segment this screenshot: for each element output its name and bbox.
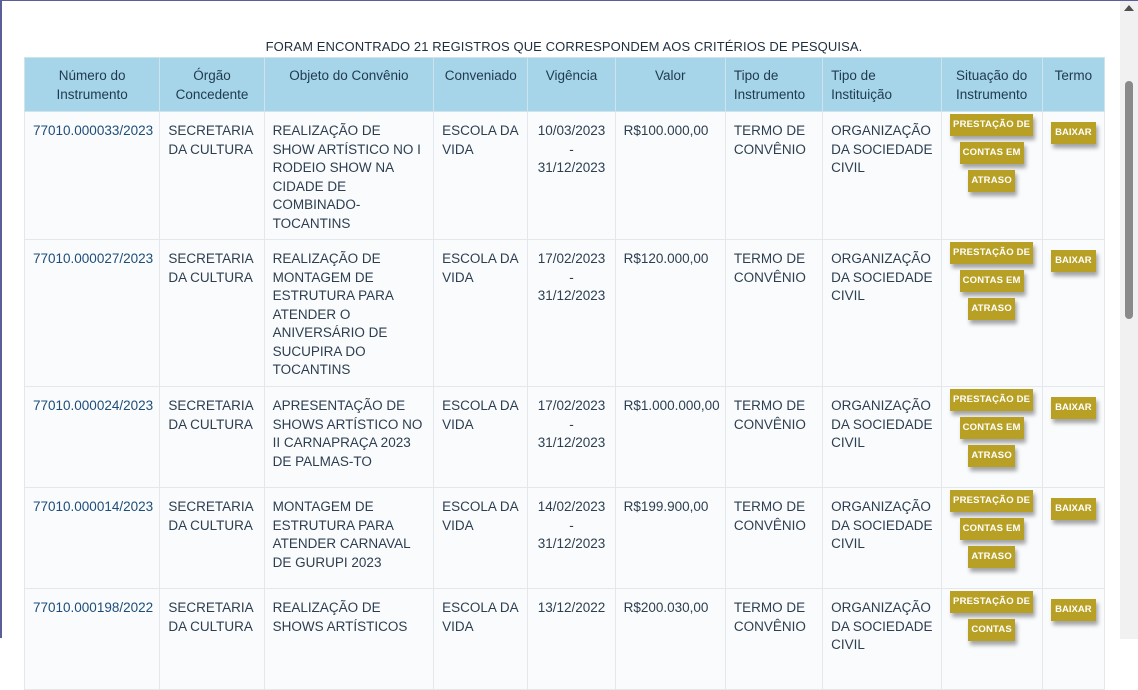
table-row: [25, 488, 1105, 589]
status-cell: [941, 589, 1042, 690]
vertical-scrollbar[interactable]: [1120, 1, 1138, 639]
term-cell: [1042, 240, 1104, 387]
institution-type: ORGANIZAÇÃO DA SOCIEDADE CIVIL: [823, 240, 941, 387]
validity-start: 17/02/2023: [537, 251, 606, 266]
validity: [528, 240, 615, 387]
agreement-object: REALIZAÇÃO DE SHOWS ARTÍSTICOS: [264, 589, 433, 690]
amount: R$100.000,00: [615, 112, 725, 240]
download-button[interactable]: BAIXAR: [1051, 122, 1095, 144]
validity-separator: -: [569, 269, 574, 285]
table-row: [25, 240, 1105, 387]
agreement-object: APRESENTAÇÃO DE SHOWS ARTÍSTICO NO II CARNAPRAÇA 2023 DE PALMAS-TO: [264, 387, 433, 488]
amount: R$120.000,00: [615, 240, 725, 387]
status-cell: [941, 240, 1042, 387]
status-cell: [941, 387, 1042, 488]
validity: [528, 387, 615, 488]
table-row: [25, 589, 1105, 690]
status-badge: CONTAS EM: [960, 417, 1024, 439]
table-row: [25, 387, 1105, 488]
institution-type: ORGANIZAÇÃO DA SOCIEDADE CIVIL: [823, 387, 941, 488]
validity: [528, 488, 615, 589]
grantor-agency: SECRETARIA DA CULTURA: [160, 112, 264, 240]
instrument-number[interactable]: 77010.000024/2023: [25, 387, 160, 488]
download-button[interactable]: BAIXAR: [1051, 397, 1095, 419]
grantee: ESCOLA DA VIDA: [434, 112, 528, 240]
amount: R$1.000.000,00: [615, 387, 725, 488]
col-header-valor[interactable]: Valor: [615, 58, 725, 112]
col-header-tipo[interactable]: Tipo de Instrumento: [725, 58, 822, 112]
instrument-type: TERMO DE CONVÊNIO: [725, 112, 822, 240]
status-badge: PRESTAÇÃO DE: [950, 114, 1033, 136]
col-header-orgao[interactable]: Órgão Concedente: [160, 58, 264, 112]
validity: [528, 589, 615, 690]
status-badge: CONTAS EM: [960, 270, 1024, 292]
download-button[interactable]: BAIXAR: [1051, 498, 1095, 520]
validity-start: 13/12/2022: [537, 600, 606, 615]
col-header-instituicao[interactable]: Tipo de Instituição: [823, 58, 941, 112]
status-badge: ATRASO: [968, 298, 1015, 320]
instrument-type: TERMO DE CONVÊNIO: [725, 240, 822, 387]
grantee: ESCOLA DA VIDA: [434, 240, 528, 387]
download-button[interactable]: BAIXAR: [1051, 250, 1095, 272]
validity: [528, 112, 615, 240]
status-badge: CONTAS: [968, 619, 1015, 641]
validity-start: 17/02/2023: [537, 398, 606, 413]
grantee: ESCOLA DA VIDA: [434, 589, 528, 690]
status-badge: CONTAS EM: [960, 142, 1024, 164]
grantee: ESCOLA DA VIDA: [434, 387, 528, 488]
instrument-number[interactable]: 77010.000014/2023: [25, 488, 160, 589]
col-header-termo[interactable]: Termo: [1042, 58, 1104, 112]
col-header-objeto[interactable]: Objeto do Convênio: [264, 58, 433, 112]
term-cell: [1042, 387, 1104, 488]
status-badge: PRESTAÇÃO DE: [950, 242, 1033, 264]
instrument-type: TERMO DE CONVÊNIO: [725, 488, 822, 589]
term-cell: [1042, 589, 1104, 690]
term-cell: [1042, 112, 1104, 240]
validity-end: 31/12/2023: [537, 435, 606, 450]
validity-separator: -: [569, 517, 574, 533]
validity-start: 14/02/2023: [537, 499, 606, 514]
validity-start: 10/03/2023: [537, 123, 606, 138]
results-page: [2, 1, 1122, 652]
agreement-object: REALIZAÇÃO DE SHOW ARTÍSTICO NO I RODEIO SHOW NA CIDADE DE COMBINADO-TOCANTINS: [264, 112, 433, 240]
table-row: [25, 112, 1105, 240]
status-badge: ATRASO: [968, 170, 1015, 192]
instrument-type: TERMO DE CONVÊNIO: [725, 589, 822, 690]
validity-end: 31/12/2023: [537, 160, 606, 175]
grantor-agency: SECRETARIA DA CULTURA: [160, 589, 264, 690]
col-header-vigencia[interactable]: Vigência: [528, 58, 615, 112]
instrument-type: TERMO DE CONVÊNIO: [725, 387, 822, 488]
agreement-object: REALIZAÇÃO DE MONTAGEM DE ESTRUTURA PARA ATENDER O ANIVERSÁRIO DE SUCUPIRA DO TOCANTINS: [264, 240, 433, 387]
validity-end: 31/12/2023: [537, 536, 606, 551]
status-badge: CONTAS EM: [960, 518, 1024, 540]
col-header-numero[interactable]: Número do Instrumento: [25, 58, 160, 112]
scrollbar-thumb[interactable]: [1125, 81, 1133, 319]
instrument-number[interactable]: 77010.000033/2023: [25, 112, 160, 240]
amount: R$200.030,00: [615, 589, 725, 690]
validity-end: 31/12/2023: [537, 288, 606, 303]
status-cell: [941, 488, 1042, 589]
grantor-agency: SECRETARIA DA CULTURA: [160, 240, 264, 387]
validity-separator: -: [569, 141, 574, 157]
agreements-table: [24, 57, 1105, 690]
download-button[interactable]: BAIXAR: [1051, 599, 1095, 621]
institution-type: ORGANIZAÇÃO DA SOCIEDADE CIVIL: [823, 112, 941, 240]
scroll-up-arrow-icon[interactable]: [1124, 5, 1134, 11]
grantor-agency: SECRETARIA DA CULTURA: [160, 387, 264, 488]
status-badge: ATRASO: [968, 445, 1015, 467]
col-header-situacao[interactable]: Situação do Instrumento: [941, 58, 1042, 112]
agreement-object: MONTAGEM DE ESTRUTURA PARA ATENDER CARNAVAL DE GURUPI 2023: [264, 488, 433, 589]
col-header-conveniado[interactable]: Conveniado: [434, 58, 528, 112]
grantor-agency: SECRETARIA DA CULTURA: [160, 488, 264, 589]
grantee: ESCOLA DA VIDA: [434, 488, 528, 589]
validity-separator: -: [569, 416, 574, 432]
institution-type: ORGANIZAÇÃO DA SOCIEDADE CIVIL: [823, 589, 941, 690]
status-badge: PRESTAÇÃO DE: [950, 389, 1033, 411]
table-header: [25, 58, 1105, 112]
status-cell: [941, 112, 1042, 240]
instrument-number[interactable]: 77010.000198/2022: [25, 589, 160, 690]
instrument-number[interactable]: 77010.000027/2023: [25, 240, 160, 387]
status-badge: ATRASO: [968, 546, 1015, 568]
status-badge: PRESTAÇÃO DE: [950, 490, 1033, 512]
amount: R$199.900,00: [615, 488, 725, 589]
institution-type: ORGANIZAÇÃO DA SOCIEDADE CIVIL: [823, 488, 941, 589]
term-cell: [1042, 488, 1104, 589]
status-badge: PRESTAÇÃO DE: [950, 591, 1033, 613]
results-summary: FORAM ENCONTRADO 21 REGISTROS QUE CORRESPONDEM AOS CRITÉRIOS DE PESQUISA.: [265, 39, 863, 54]
